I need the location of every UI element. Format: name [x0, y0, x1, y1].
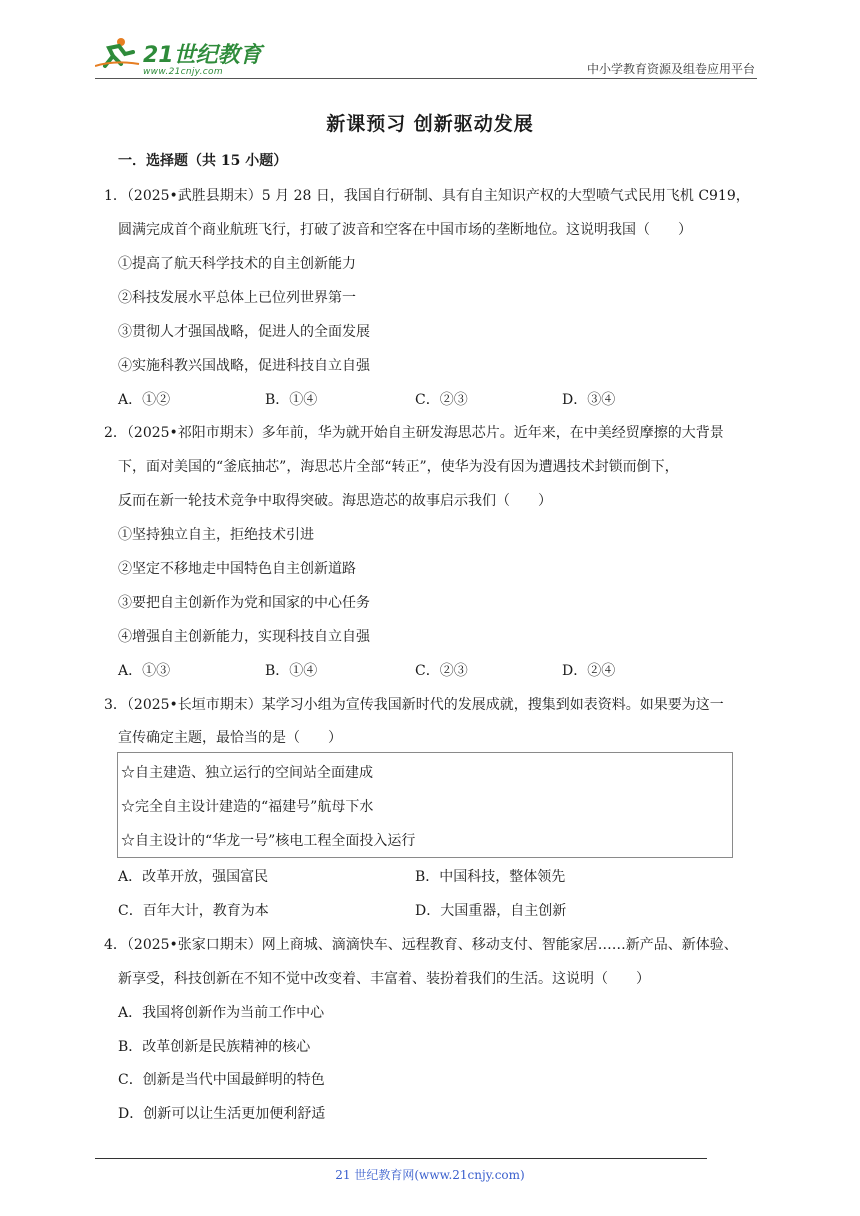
table-row: ☆自主建造、独立运行的空间站全面建成: [121, 765, 373, 781]
option-b[interactable]: B．改革创新是民族精神的核心: [118, 1039, 311, 1055]
option-d[interactable]: D．③④: [562, 392, 616, 408]
option-a[interactable]: A．①③: [118, 663, 171, 679]
statement-item: ④增强自主创新能力，实现科技自立自强: [118, 629, 370, 645]
option-c[interactable]: C．②③: [415, 663, 468, 679]
question-text-line: 下，面对美国的“釜底抽芯”，海思芯片全部“转正”，使华为没有因为遭遇技术封锁而倒下，: [118, 459, 679, 475]
option-b[interactable]: B．中国科技，整体领先: [415, 869, 566, 885]
question-text-line: 宣传确定主题，最恰当的是（ ）: [118, 730, 342, 746]
logo-url: www.21cnjy.com: [143, 67, 223, 77]
question-text-line: 新享受，科技创新在不知不觉中改变着、丰富着、装扮着我们的生活。这说明（ ）: [118, 971, 650, 987]
option-c[interactable]: C．②③: [415, 392, 468, 408]
option-d[interactable]: D．大国重器，自主创新: [415, 903, 567, 919]
page-title: 新课预习 创新驱动发展: [326, 113, 534, 135]
question-text-line: 1．（2025•武胜县期末）5 月 28 日，我国自行研制、具有自主知识产权的大型喷气式民用飞机 C919，: [104, 188, 750, 204]
footer-divider: [95, 1158, 707, 1159]
logo-text: 21世纪教育: [143, 43, 262, 68]
statement-item: ①坚持独立自主，拒绝技术引进: [118, 527, 314, 543]
question-text-line: 圆满完成首个商业航班飞行，打破了波音和空客在中国市场的垄断地位。这说明我国（ ）: [118, 222, 692, 238]
site-logo[interactable]: [95, 36, 265, 76]
table-row: ☆完全自主设计建造的“福建号”航母下水: [121, 799, 374, 815]
statement-item: ①提高了航天科学技术的自主创新能力: [118, 256, 356, 272]
option-c[interactable]: C．创新是当代中国最鲜明的特色: [118, 1072, 325, 1088]
question-text-line: 反而在新一轮技术竞争中取得突破。海思造芯的故事启示我们（ ）: [118, 493, 552, 509]
material-table: [117, 752, 733, 858]
statement-item: ②科技发展水平总体上已位列世界第一: [118, 290, 356, 306]
option-a[interactable]: A．我国将创新作为当前工作中心: [118, 1005, 325, 1021]
question-text-line: 4．（2025•张家口期末）网上商城、滴滴快车、远程教育、移动支付、智能家居……新产品、新体验、: [104, 937, 738, 953]
option-a[interactable]: A．改革开放，强国富民: [118, 869, 269, 885]
statement-item: ②坚定不移地走中国特色自主创新道路: [118, 561, 356, 577]
question-text-line: 3．（2025•长垣市期末）某学习小组为宣传我国新时代的发展成就，搜集到如表资料。如果要为这一: [104, 697, 724, 713]
option-c[interactable]: C．百年大计，教育为本: [118, 903, 269, 919]
option-d[interactable]: D．②④: [562, 663, 616, 679]
footer-text[interactable]: 21 世纪教育网(www.21cnjy.com): [335, 1168, 525, 1182]
page-header: [95, 34, 757, 79]
table-row: ☆自主设计的“华龙一号”核电工程全面投入运行: [121, 833, 416, 849]
option-b[interactable]: B．①④: [265, 663, 318, 679]
statement-item: ③要把自主创新作为党和国家的中心任务: [118, 595, 370, 611]
statement-item: ④实施科教兴国战略，促进科技自立自强: [118, 358, 370, 374]
statement-item: ③贯彻人才强国战略，促进人的全面发展: [118, 324, 370, 340]
runner-logo-icon: [95, 36, 265, 70]
option-d[interactable]: D．创新可以让生活更加便利舒适: [118, 1106, 326, 1122]
option-b[interactable]: B．①④: [265, 392, 318, 408]
section-heading: 一．选择题（共 15 小题）: [118, 153, 288, 169]
option-a[interactable]: A．①②: [118, 392, 171, 408]
platform-name: 中小学教育资源及组卷应用平台: [586, 62, 755, 76]
question-text-line: 2．（2025•祁阳市期末）多年前，华为就开始自主研发海思芯片。近年来，在中美经贸摩擦的大背景: [104, 425, 724, 441]
